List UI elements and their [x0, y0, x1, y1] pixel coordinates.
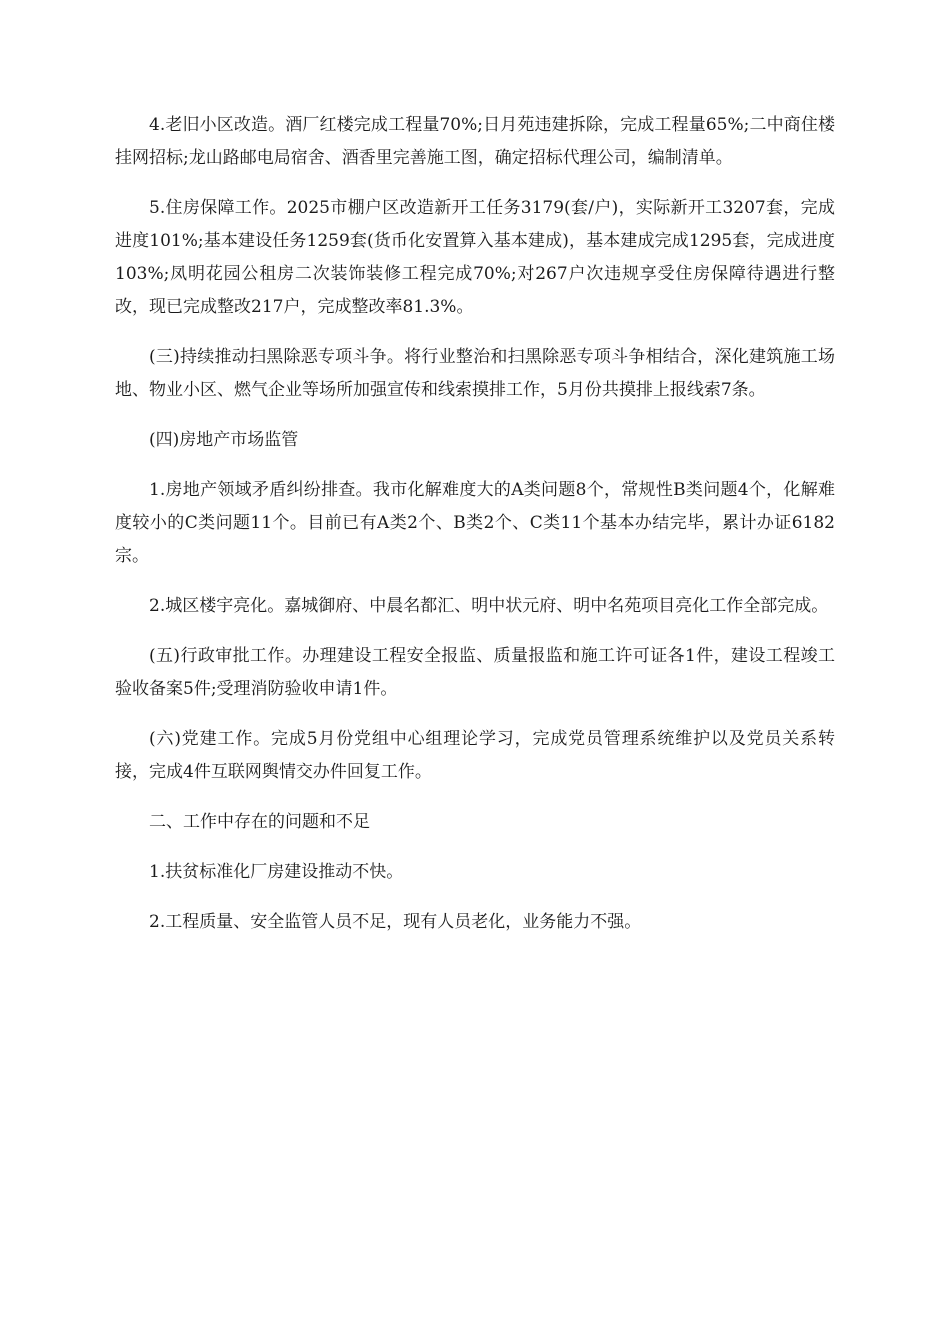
paragraph-housing-security: 5.住房保障工作。2025市棚户区改造新开工任务3179(套/户)，实际新开工3207套，完成进度101%;基本建设任务1259套(货币化安置算入基本建成)，基本建成完成1295套，完成进度103%;凤明花园公租房二次装饰装修工程完成70%;对267户次违规享受住房保障待遇进行整改，现已完成整改217户，完成整改率81.3%。: [115, 198, 835, 317]
paragraph-old-community-renovation: 4.老旧小区改造。酒厂红楼完成工程量70%;日月苑违建拆除，完成工程量65%;二中商住楼挂网招标;龙山路邮电局宿舍、酒香里完善施工图，确定招标代理公司，编制清单。: [115, 115, 835, 168]
paragraph-anti-crime-campaign: (三)持续推动扫黑除恶专项斗争。将行业整治和扫黑除恶专项斗争相结合，深化建筑施工场地、物业小区、燃气企业等场所加强宣传和线索摸排工作，5月份共摸排上报线索7条。: [115, 347, 835, 400]
paragraph-dispute-investigation: 1.房地产领域矛盾纠纷排查。我市化解难度大的A类问题8个，常规性B类问题4个，化解难度较小的C类问题11个。目前已有A类2个、B类2个、C类11个基本办结完毕，累计办证6182宗。: [115, 480, 835, 566]
paragraph-problem-2: 2.工程质量、安全监管人员不足，现有人员老化，业务能力不强。: [149, 912, 642, 932]
section-heading-problems: 二、工作中存在的问题和不足: [149, 812, 370, 832]
section-heading-real-estate-supervision: (四)房地产市场监管: [149, 430, 299, 450]
paragraph-party-building: (六)党建工作。完成5月份党组中心组理论学习，完成党员管理系统维护以及党员关系转接，完成4件互联网舆情交办件回复工作。: [115, 729, 835, 782]
document-body: [115, 109, 835, 956]
paragraph-building-lighting: 2.城区楼宇亮化。嘉城御府、中晨名都汇、明中状元府、明中名苑项目亮化工作全部完成。: [149, 596, 829, 616]
paragraph-problem-1: 1.扶贫标准化厂房建设推动不快。: [149, 862, 404, 882]
paragraph-administrative-approval: (五)行政审批工作。办理建设工程安全报监、质量报监和施工许可证各1件，建设工程竣工验收备案5件;受理消防验收申请1件。: [115, 646, 835, 699]
